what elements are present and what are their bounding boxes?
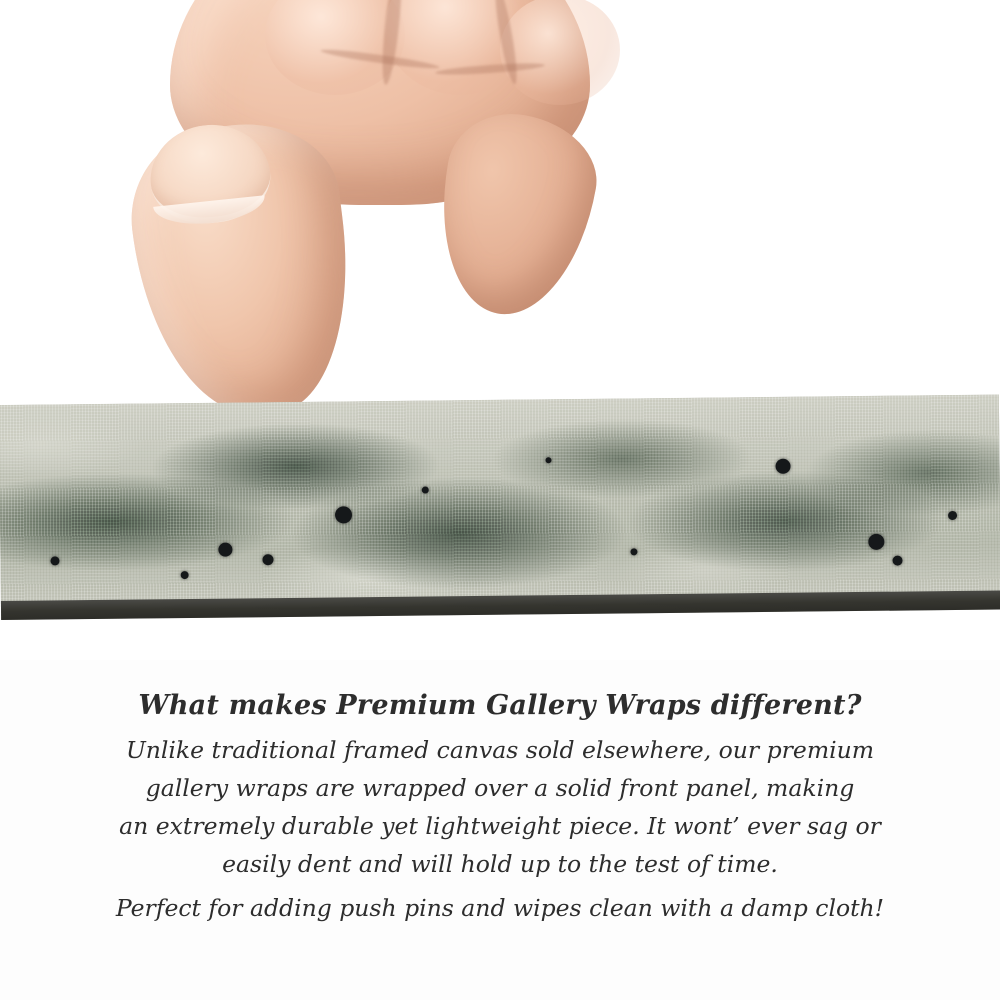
paint-speck bbox=[775, 459, 790, 474]
paint-speck bbox=[630, 548, 637, 555]
hand-pressing-canvas bbox=[110, 0, 590, 415]
paint-speck bbox=[181, 571, 189, 579]
paint-speck bbox=[335, 506, 352, 523]
paint-speck bbox=[893, 556, 903, 566]
paint-speck bbox=[262, 554, 273, 565]
canvas-print-surface bbox=[0, 395, 1000, 620]
caption-line-1: Unlike traditional framed canvas sold elsewhere, our premium bbox=[125, 736, 875, 764]
paint-speck bbox=[50, 556, 59, 565]
paint-speck bbox=[218, 543, 232, 557]
caption-line-4: easily dent and will hold up to the test of time. bbox=[222, 850, 778, 878]
canvas-weave-texture bbox=[0, 395, 1000, 620]
paint-speck bbox=[545, 457, 551, 463]
caption-headline: What makes Premium Gallery Wraps different? bbox=[138, 690, 862, 721]
caption-line-2: gallery wraps are wrapped over a solid front panel, making bbox=[145, 774, 855, 802]
paint-speck bbox=[948, 511, 957, 520]
canvas-edge-strip bbox=[0, 395, 1000, 620]
caption-closing-line: Perfect for adding push pins and wipes clean with a damp cloth! bbox=[115, 894, 885, 922]
paint-speck bbox=[868, 534, 884, 550]
caption-line-3: an extremely durable yet lightweight piece. It wont’ ever sag or bbox=[119, 812, 881, 840]
knuckle-highlight bbox=[500, 0, 620, 105]
paint-speck bbox=[422, 487, 429, 494]
photo-lower-background bbox=[0, 620, 1000, 660]
caption-block bbox=[0, 690, 1000, 927]
